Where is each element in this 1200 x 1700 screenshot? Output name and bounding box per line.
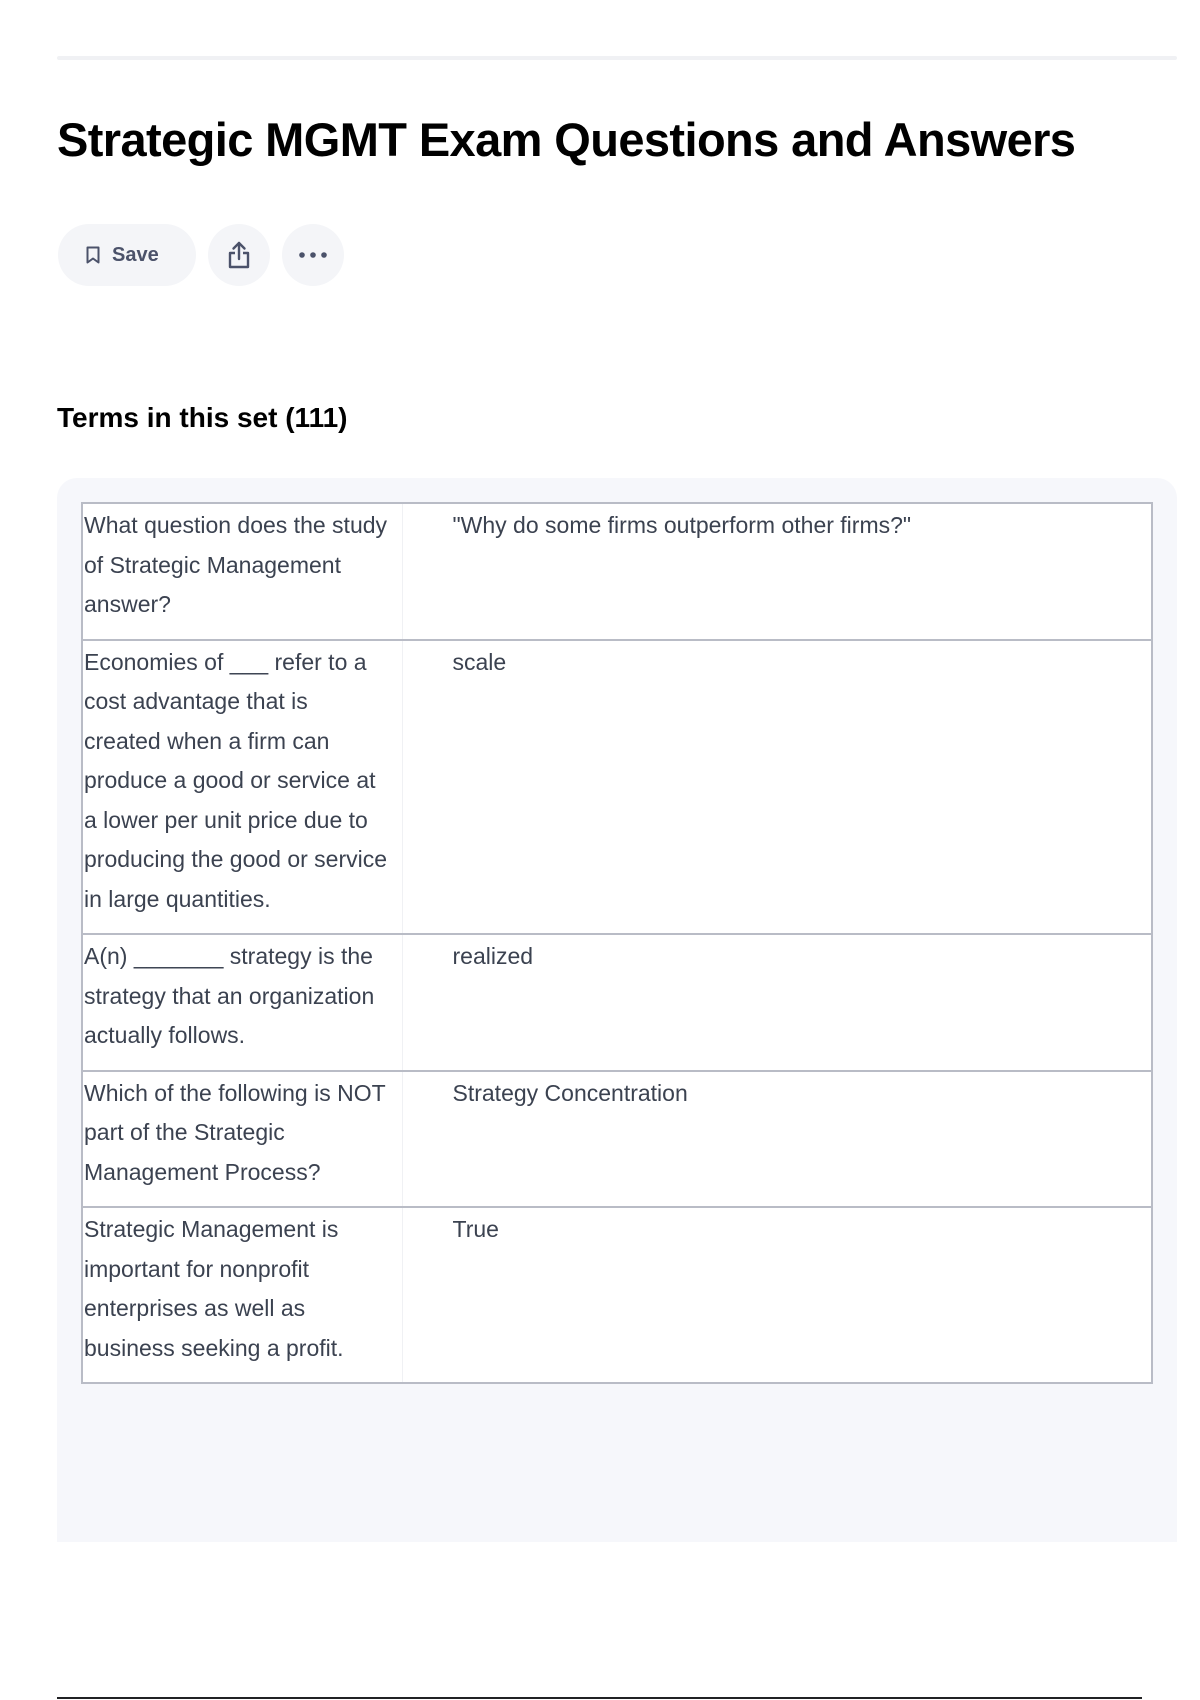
definition-text: True bbox=[402, 1207, 1152, 1383]
bookmark-icon bbox=[86, 246, 100, 264]
table-row bbox=[82, 1071, 1152, 1208]
table-row bbox=[82, 640, 1152, 935]
definition-text: Strategy Concentration bbox=[402, 1071, 1152, 1208]
more-options-button[interactable] bbox=[282, 224, 344, 286]
page-title: Strategic MGMT Exam Questions and Answers bbox=[57, 113, 1076, 166]
definition-text: realized bbox=[402, 934, 1152, 1071]
bottom-divider bbox=[57, 1697, 1142, 1699]
term-text: Which of the following is NOT part of the Strategic Management Process? bbox=[82, 1071, 402, 1208]
share-button[interactable] bbox=[208, 224, 270, 286]
term-text: A(n) _______ strategy is the strategy that an organization actually follows. bbox=[82, 934, 402, 1071]
table-row bbox=[82, 503, 1152, 640]
terms-table bbox=[81, 502, 1153, 1384]
action-bar bbox=[58, 224, 344, 286]
table-row bbox=[82, 934, 1152, 1071]
save-button[interactable] bbox=[58, 224, 196, 286]
top-divider bbox=[57, 56, 1177, 60]
table-row bbox=[82, 1207, 1152, 1383]
term-text: Strategic Management is important for nonprofit enterprises as well as business seeking a profit. bbox=[82, 1207, 402, 1383]
definition-text: "Why do some firms outperform other firms?" bbox=[402, 503, 1152, 640]
terms-panel bbox=[57, 478, 1177, 1542]
more-options-icon bbox=[298, 251, 328, 259]
share-icon bbox=[226, 240, 252, 270]
term-text: What question does the study of Strategic Management answer? bbox=[82, 503, 402, 640]
save-button-label: Save bbox=[112, 243, 159, 266]
terms-heading: Terms in this set (111) bbox=[57, 402, 348, 433]
definition-text: scale bbox=[402, 640, 1152, 935]
term-text: Economies of ___ refer to a cost advantage that is created when a firm can produce a good or service at a lower per unit price due to producing the good or service in large quantities. bbox=[82, 640, 402, 935]
